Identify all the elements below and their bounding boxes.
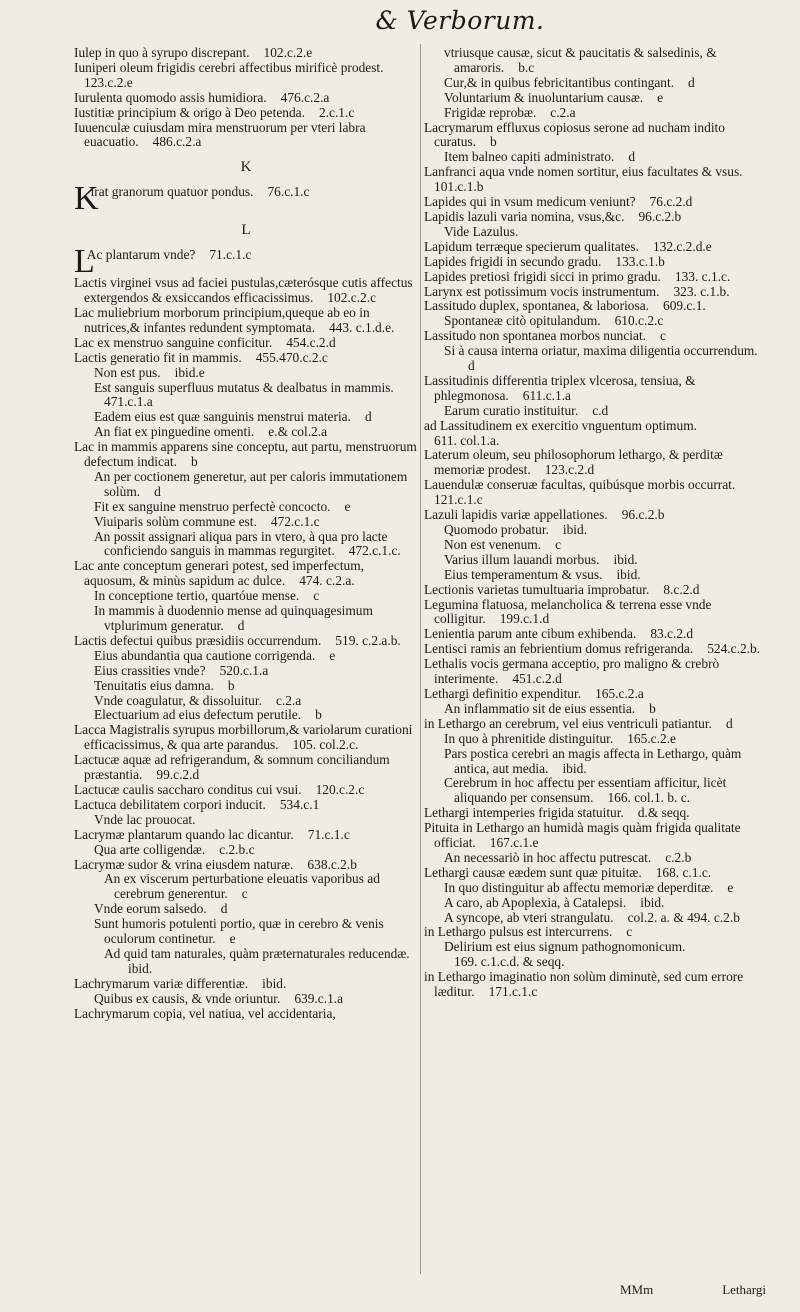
index-entry bbox=[424, 657, 766, 687]
index-entry bbox=[74, 783, 418, 798]
page-reference: e bbox=[229, 931, 236, 947]
page-reference: d bbox=[154, 483, 161, 499]
index-entry bbox=[74, 992, 418, 1007]
page-reference: d bbox=[237, 618, 245, 633]
index-entry bbox=[74, 500, 418, 515]
page-reference: b bbox=[315, 707, 322, 723]
index-entry bbox=[74, 559, 418, 589]
entry-text: Eadem eius est quæ sanguinis menstrui materia. bbox=[94, 409, 351, 425]
index-entry bbox=[74, 798, 418, 813]
page-reference: 133.c.1.b bbox=[615, 253, 665, 269]
index-entry bbox=[74, 947, 418, 977]
entry-text: A syncope, ab vteri strangulatu. bbox=[444, 909, 614, 925]
page-reference: 609.c.1. bbox=[663, 298, 706, 314]
page-reference: d bbox=[725, 715, 733, 731]
page-reference: c.2.b bbox=[665, 849, 692, 865]
page-reference: 638.c.2.b bbox=[307, 856, 357, 872]
page-reference: 169. c.1.c.d. & seqq. bbox=[454, 954, 565, 970]
entry-text: Eius abundantia qua cautione corrigenda. bbox=[94, 647, 316, 663]
page-reference: 471.c.1.a bbox=[104, 394, 153, 410]
entry-text: Cerebrum in hoc affectu per essentiam afficitur, licèt aliquando per consensum. bbox=[444, 775, 727, 806]
page-reference: 96.c.2.b bbox=[621, 507, 665, 523]
index-entry bbox=[424, 329, 766, 344]
index-entry bbox=[74, 664, 418, 679]
index-entry bbox=[424, 508, 766, 523]
entry-text: Legumina flatuosa, melancholica & terrena esse vnde colligitur. bbox=[424, 596, 712, 627]
page-reference: 71.c.1.c bbox=[307, 826, 350, 842]
entry-text: in Lethargo pulsus est intercurrens. bbox=[424, 924, 613, 940]
entry-text: Sunt humoris potulenti portio, quæ in cerebro & venis oculorum continetur. bbox=[94, 916, 384, 947]
entry-text: Si à causa interna oriatur, maxima diligentia occurrendum. bbox=[444, 343, 758, 359]
entry-text: Lethalis vocis germana acceptio, pro maligno & crebrò interimente. bbox=[424, 656, 720, 687]
page-reference: 168. c.1.c. bbox=[655, 864, 712, 880]
entry-text: Lentisci ramis an febrientium domus refrigeranda. bbox=[424, 641, 694, 657]
page-reference: c bbox=[626, 924, 633, 940]
index-entry bbox=[424, 687, 766, 702]
page-reference: 166. col.1. b. c. bbox=[607, 790, 691, 806]
index-entry bbox=[424, 165, 766, 195]
page-reference: ibid. bbox=[616, 566, 641, 582]
entry-text: Lassitudo duplex, spontanea, & laboriosa. bbox=[424, 298, 649, 314]
entry-text: Non est venenum. bbox=[444, 536, 542, 552]
page-reference: d bbox=[628, 149, 636, 165]
index-entry bbox=[424, 91, 766, 106]
entry-text: An possit assignari aliqua pars in vtero, à qua pro lacte conficiendo sanguis in mammas regurgitet. bbox=[94, 528, 388, 559]
entry-text: Eius crassities vnde? bbox=[94, 662, 206, 678]
index-entry bbox=[424, 896, 766, 911]
page-reference: c.d bbox=[592, 402, 609, 418]
index-entry bbox=[74, 336, 418, 351]
page-reference: ibid. bbox=[640, 894, 665, 910]
index-entry bbox=[74, 91, 418, 106]
entry-text: Non est pus. bbox=[94, 364, 161, 380]
index-entry bbox=[74, 306, 418, 336]
entry-text: Item balneo capiti administrato. bbox=[444, 149, 615, 165]
entry-text: Tenuitatis eius damna. bbox=[94, 677, 214, 693]
entry-text: Laterum oleum, seu philosophorum lethargo, & perditæ memoriæ prodest. bbox=[424, 447, 723, 478]
page-reference: ibid. bbox=[562, 522, 588, 537]
entry-text: Ad quid tam naturales, quàm præternaturales reducendæ. bbox=[104, 945, 410, 961]
entry-text: A caro, ab Apoplexia, à Catalepsi. bbox=[444, 894, 627, 910]
entry-text: Lanfranci aqua vnde nomen sortitur, eius facultates & vsus. bbox=[424, 164, 743, 180]
index-entry bbox=[424, 598, 766, 628]
entry-text: Lapides frigidi in secundo gradu. bbox=[424, 253, 602, 269]
index-entry bbox=[424, 940, 766, 970]
entry-text: An necessariò in hoc affectu putrescat. bbox=[444, 849, 652, 865]
index-entry bbox=[74, 106, 418, 121]
entry-text: Varius illum lauandi morbus. bbox=[444, 551, 600, 567]
entry-text: Earum curatio instituitur. bbox=[444, 402, 579, 418]
page-reference: ibid. bbox=[613, 551, 638, 567]
entry-text: An fiat ex pinguedine omenti. bbox=[94, 424, 255, 440]
entry-text: Lactis defectui quibus præsidiis occurrendum. bbox=[74, 632, 322, 648]
page-reference: ibid. bbox=[128, 960, 153, 976]
entry-text: In quo distinguitur ab affectu memoriæ deperditæ. bbox=[444, 879, 714, 895]
entry-text: Larynx est potissimum vocis instrumentum. bbox=[424, 283, 660, 299]
page-reference: 71.c.1.c bbox=[209, 247, 252, 263]
index-entry bbox=[74, 121, 418, 151]
page-reference: 8.c.2.d bbox=[663, 581, 700, 597]
page-reference: 165.c.2.e bbox=[627, 730, 676, 746]
entry-text: Lacrymæ plantarum quando lac dicantur. bbox=[74, 826, 294, 842]
index-entry bbox=[74, 243, 418, 281]
index-entry bbox=[74, 530, 418, 560]
entry-text: Iurulenta quomodo assis humidiora. bbox=[74, 89, 267, 105]
page-reference: 83.c.2.d bbox=[650, 626, 694, 642]
index-entry bbox=[424, 46, 766, 76]
page-reference: 610.c.2.c bbox=[614, 313, 664, 329]
entry-text: Lapidis lazuli varia nomina, vsus,&c. bbox=[424, 208, 625, 224]
page-reference: 474. c.2.a. bbox=[299, 573, 355, 589]
entry-text: Lactuca debilitatem corpori inducit. bbox=[74, 796, 266, 812]
entry-text: Pituita in Lethargo an humidà magis quàm frigida qualitate officiat. bbox=[424, 820, 741, 851]
entry-text: Eius temperamentum & vsus. bbox=[444, 566, 603, 582]
section-letter: K bbox=[240, 159, 252, 176]
entry-text: An inflammatio sit de eius essentia. bbox=[444, 700, 636, 716]
index-entry bbox=[74, 1007, 418, 1022]
page-reference: ibid. bbox=[262, 975, 287, 991]
entry-text: Lactis virginei vsus ad faciei pustulas,cæterósque cutis affectus extergendos & exsiccandos efficacissimus. bbox=[74, 275, 413, 306]
page-reference: 534.c.1 bbox=[279, 796, 320, 812]
entry-text: Lethargi definitio expenditur. bbox=[424, 685, 582, 701]
index-entry bbox=[424, 627, 766, 642]
page-reference: 102.c.2.c bbox=[327, 290, 377, 306]
catchword: Lethargi bbox=[722, 1282, 766, 1297]
page-reference: 323. c.1.b. bbox=[673, 283, 730, 299]
index-entry bbox=[424, 285, 766, 300]
index-entry bbox=[74, 843, 418, 858]
entry-text: Cur,& in quibus febricitantibus contingant. bbox=[444, 74, 675, 90]
index-entry bbox=[424, 583, 766, 598]
page-reference: e bbox=[727, 879, 734, 895]
index-entry bbox=[74, 470, 418, 500]
entry-text: Spontaneæ citò opitulandum. bbox=[444, 313, 601, 329]
page-reference: d bbox=[220, 901, 228, 917]
index-entry bbox=[74, 46, 418, 61]
entry-text: Iustitiæ principium & origo à Deo petenda. bbox=[74, 104, 305, 120]
entry-text: Vnde eorum salsedo. bbox=[94, 901, 207, 917]
page-reference: c bbox=[313, 588, 320, 604]
running-header: & Verborum. bbox=[375, 6, 545, 35]
index-entry bbox=[424, 747, 766, 777]
page-reference: c.2.b.c bbox=[219, 841, 255, 857]
page-reference: 96.c.2.b bbox=[638, 208, 682, 224]
entry-text: in Lethargo an cerebrum, vel eius ventriculi patiantur. bbox=[424, 715, 712, 731]
entry-text: An per coctionem generetur, aut per caloris immutationem solùm. bbox=[94, 468, 408, 499]
index-entry bbox=[74, 366, 418, 381]
page-reference: c bbox=[555, 536, 562, 552]
index-entry bbox=[424, 911, 766, 926]
page-reference: c.2.a bbox=[275, 692, 302, 708]
page-reference: b bbox=[649, 700, 656, 716]
index-entry bbox=[424, 925, 766, 940]
entry-text: Fit ex sanguine menstruo perfectè concocto. bbox=[94, 498, 331, 514]
entry-text: Lassitudinis differentia triplex vlcerosa, tensiua, & phlegmonosa. bbox=[424, 372, 696, 403]
entry-text: Quomodo probatur. bbox=[444, 522, 549, 537]
index-entry bbox=[424, 240, 766, 255]
index-entry bbox=[424, 344, 766, 374]
page-reference: 454.c.2.d bbox=[286, 334, 336, 350]
entry-text: Viuiparis solùm commune est. bbox=[94, 513, 257, 529]
entry-text: Lacrymæ sudor & vrina eiusdem naturæ. bbox=[74, 856, 294, 872]
page-reference: 121.c.1.c bbox=[434, 492, 483, 508]
page-reference: 102.c.2.e bbox=[263, 45, 313, 60]
index-entry bbox=[424, 195, 766, 210]
drop-cap: L bbox=[74, 243, 95, 281]
page-reference: 101.c.1.b bbox=[434, 179, 484, 195]
entry-text: Lectionis varietas tumultuaria improbatur. bbox=[424, 581, 650, 597]
index-entry bbox=[424, 717, 766, 732]
entry-text: Lapides qui in vsum medicum veniunt? bbox=[424, 194, 636, 210]
entry-text: Quibus ex causis, & vnde oriuntur. bbox=[94, 990, 281, 1006]
index-entry bbox=[74, 828, 418, 843]
page-reference: 165.c.2.a bbox=[595, 685, 644, 701]
entry-text: Lapidum terræque specierum qualitates. bbox=[424, 238, 639, 254]
page-reference: 476.c.2.a bbox=[280, 89, 330, 105]
index-entry bbox=[74, 753, 418, 783]
column-divider bbox=[420, 44, 421, 1274]
entry-text: Iuniperi oleum frigidis cerebri affectibus mirificè prodest. bbox=[74, 59, 384, 75]
page-reference: 524.c.2.b. bbox=[707, 641, 761, 657]
entry-text: Vide Lazulus. bbox=[444, 223, 519, 239]
page-reference: 133. c.1.c. bbox=[674, 268, 731, 284]
index-entry bbox=[74, 917, 418, 947]
entry-text: Ac plantarum vnde? bbox=[86, 247, 196, 263]
page-reference: 486.c.2.a bbox=[152, 134, 202, 150]
page-reference: 167.c.1.e bbox=[489, 835, 539, 851]
index-entry bbox=[74, 604, 418, 634]
entry-text: Lac ante conceptum generari potest, sed imperfectum, aquosum, & minùs sapidum ac dulce. bbox=[74, 558, 365, 589]
index-entry bbox=[424, 866, 766, 881]
page-reference: d.& seqq. bbox=[637, 805, 690, 821]
page-reference: e bbox=[344, 498, 351, 514]
entry-text: Frigidæ reprobæ. bbox=[444, 104, 537, 120]
entry-text: In quo à phrenitide distinguitur. bbox=[444, 730, 614, 746]
index-entry bbox=[424, 404, 766, 419]
entry-text: Qua arte colligendæ. bbox=[94, 841, 206, 857]
page-reference: 455.470.c.2.c bbox=[255, 349, 328, 365]
index-entry bbox=[74, 694, 418, 709]
entry-text: Iulep in quo à syrupo discrepant. bbox=[74, 45, 250, 60]
index-entry bbox=[424, 538, 766, 553]
page-reference: c bbox=[660, 328, 666, 344]
index-entry bbox=[424, 210, 766, 225]
page-reference: 120.c.2.c bbox=[315, 781, 365, 797]
page-reference: b bbox=[190, 454, 198, 470]
entry-text: Lacca Magistralis syrupus morbillorum,& variolarum curationi efficacissimus, & qua arte parandus. bbox=[74, 722, 413, 753]
entry-text: Lacrymarum effluxus copiosus serone ad nucham indito curatus. bbox=[424, 119, 725, 150]
index-entry bbox=[424, 225, 766, 240]
index-entry bbox=[74, 902, 418, 917]
entry-text: Lenientia parum ante cibum exhibenda. bbox=[424, 626, 637, 642]
page-reference: c.2.a bbox=[550, 104, 576, 120]
index-entry bbox=[74, 410, 418, 425]
index-entry bbox=[424, 150, 766, 165]
index-entry bbox=[74, 61, 418, 91]
index-entry bbox=[74, 381, 418, 411]
entry-text: Iuuenculæ cuiusdam mira menstruorum per vteri labra euacuatio. bbox=[74, 119, 366, 150]
index-entry bbox=[74, 180, 418, 218]
entry-text: Lac muliebrium morborum principium,queque ab eo in nutrices,& infantes redundent symptomata. bbox=[74, 304, 370, 335]
page-reference: b bbox=[490, 134, 497, 150]
index-entry bbox=[424, 448, 766, 478]
page-reference: 2.c.1.c bbox=[318, 104, 355, 120]
index-entry bbox=[424, 478, 766, 508]
entry-text: In mammis à duodennio mense ad quinquagesimum vtplurimum generatur. bbox=[94, 603, 373, 633]
page-reference: 123.c.2.d bbox=[544, 462, 595, 478]
page-reference: 199.c.1.d bbox=[499, 611, 550, 627]
entry-text: Lactucæ caulis saccharo conditus cui vsui. bbox=[74, 781, 302, 797]
entry-text: Lethargi intemperies frigida statuitur. bbox=[424, 805, 624, 821]
page-reference: c bbox=[241, 886, 248, 902]
page-reference: col.2. a. & 494. c.2.b bbox=[627, 909, 740, 925]
entry-text: In conceptione tertio, quartóue mense. bbox=[94, 588, 300, 604]
index-entry bbox=[74, 813, 418, 828]
entry-text: Lactis generatio fit in mammis. bbox=[74, 349, 242, 365]
index-entry bbox=[424, 732, 766, 747]
index-entry bbox=[424, 314, 766, 329]
page-reference: e bbox=[329, 647, 336, 663]
page-reference: 123.c.2.e bbox=[84, 74, 133, 90]
page-reference: d bbox=[468, 358, 475, 374]
page-reference: ibid. bbox=[562, 760, 587, 776]
index-entry bbox=[74, 679, 418, 694]
index-entry bbox=[424, 255, 766, 270]
page-reference: 611.c.1.a bbox=[522, 387, 571, 403]
index-entry bbox=[424, 642, 766, 657]
entry-text: irat granorum quatuor pondus. bbox=[90, 184, 254, 200]
entry-text: Delirium est eius signum pathognomonicum. bbox=[444, 939, 686, 955]
page-reference: 171.c.1.c bbox=[488, 984, 538, 1000]
entry-text: An ex viscerum perturbatione eleuatis vaporibus ad cerebrum generentur. bbox=[104, 871, 380, 902]
page-reference: 76.c.2.d bbox=[649, 194, 693, 210]
entry-text: Est sanguis superfluus mutatus & dealbatus in mammis. bbox=[94, 379, 394, 395]
page-reference: 639.c.1.a bbox=[294, 990, 344, 1006]
page-footer bbox=[620, 1282, 766, 1298]
index-entry bbox=[74, 589, 418, 604]
index-entry bbox=[74, 872, 418, 902]
entry-text: Vnde lac prouocat. bbox=[94, 811, 196, 827]
index-entry bbox=[424, 419, 766, 449]
page-reference: ibid.e bbox=[174, 364, 205, 380]
entry-text: in Lethargo imaginatio non solùm diminutè, sed cum errore læditur. bbox=[424, 969, 744, 1000]
entry-text: Lazuli lapidis variæ appellationes. bbox=[424, 507, 608, 523]
index-entry bbox=[424, 374, 766, 404]
index-entry bbox=[424, 881, 766, 896]
index-entry bbox=[424, 553, 766, 568]
page-reference: 443. c.1.d.e. bbox=[328, 319, 395, 335]
index-entry bbox=[424, 523, 766, 538]
index-entry bbox=[74, 708, 418, 723]
page-reference: e bbox=[657, 89, 664, 105]
entry-text: Lachrymarum variæ differentiæ. bbox=[74, 975, 249, 991]
entry-text: Lac in mammis apparens sine conceptu, aut partu, menstruorum defectum indicat. bbox=[74, 439, 417, 470]
index-entry bbox=[74, 276, 418, 306]
page-reference: 76.c.1.c bbox=[267, 184, 310, 200]
page-reference: e.& col.2.a bbox=[268, 424, 328, 440]
index-entry bbox=[424, 970, 766, 1000]
index-entry bbox=[424, 568, 766, 583]
index-entry bbox=[74, 634, 418, 649]
drop-cap: K bbox=[74, 180, 99, 218]
index-entry bbox=[424, 299, 766, 314]
page-reference: 520.c.1.a bbox=[219, 662, 269, 678]
entry-text: Voluntarium & inuoluntarium causæ. bbox=[444, 89, 644, 105]
page-reference: 519. c.2.a.b. bbox=[335, 632, 401, 648]
index-entry bbox=[424, 702, 766, 717]
entry-text: Lethargi causæ eædem sunt quæ pituitæ. bbox=[424, 864, 642, 880]
page-reference: 472.c.1.c. bbox=[348, 543, 401, 559]
entry-text: Vnde coagulatur, & dissoluitur. bbox=[94, 692, 262, 708]
entry-text: Lachrymarum copia, vel natiua, vel accidentaria, bbox=[74, 1005, 336, 1021]
entry-text: vtriusque causæ, sicut & paucitatis & salsedinis, & amaroris. bbox=[444, 45, 717, 75]
index-entry bbox=[74, 440, 418, 470]
page-reference: 472.c.1.c bbox=[270, 513, 320, 529]
entry-text: Lapides pretiosi frigidi sicci in primo gradu. bbox=[424, 268, 661, 284]
right-column bbox=[424, 46, 766, 1000]
index-entry bbox=[74, 515, 418, 530]
index-entry bbox=[424, 851, 766, 866]
index-entry bbox=[424, 821, 766, 851]
entry-text: ad Lassitudinem ex exercitio vnguentum optimum. bbox=[424, 417, 697, 433]
index-entry bbox=[74, 649, 418, 664]
index-entry bbox=[424, 106, 766, 121]
page-reference: 132.c.2.d.e bbox=[652, 238, 712, 254]
entry-text: Pars postica cerebri an magis affecta in Lethargo, quàm antica, aut media. bbox=[444, 745, 742, 776]
entry-text: Lassitudo non spontanea morbos nunciat. bbox=[424, 328, 647, 344]
entry-text: Lauendulæ conseruæ facultas, quibúsque morbis occurrat. bbox=[424, 477, 736, 493]
page-reference: 611. col.1.a. bbox=[434, 432, 500, 448]
page-reference: 99.c.2.d bbox=[156, 767, 200, 783]
page-reference: 451.c.2.d bbox=[512, 671, 562, 687]
index-entry bbox=[74, 351, 418, 366]
page-reference: 105. col.2.c. bbox=[292, 737, 359, 753]
page-reference: d bbox=[364, 409, 372, 425]
index-entry bbox=[424, 806, 766, 821]
index-entry bbox=[424, 121, 766, 151]
signature-mark: MMm bbox=[620, 1282, 654, 1297]
index-entry bbox=[424, 776, 766, 806]
index-entry bbox=[424, 76, 766, 91]
section-letter: L bbox=[241, 222, 251, 239]
page-reference: d bbox=[688, 74, 695, 90]
page-reference: b.c bbox=[518, 59, 535, 75]
index-entry bbox=[74, 425, 418, 440]
index-entry bbox=[74, 723, 418, 753]
left-column bbox=[74, 46, 418, 1021]
entry-text: Electuarium ad eius defectum perutile. bbox=[94, 707, 302, 723]
entry-text: Lactucæ aquæ ad refrigerandum, & somnum conciliandum præstantia. bbox=[74, 752, 390, 783]
index-entry bbox=[74, 858, 418, 873]
page-reference: b bbox=[227, 677, 235, 693]
index-entry bbox=[74, 977, 418, 992]
index-entry bbox=[424, 270, 766, 285]
entry-text: Lac ex menstruo sanguine conficitur. bbox=[74, 334, 273, 350]
